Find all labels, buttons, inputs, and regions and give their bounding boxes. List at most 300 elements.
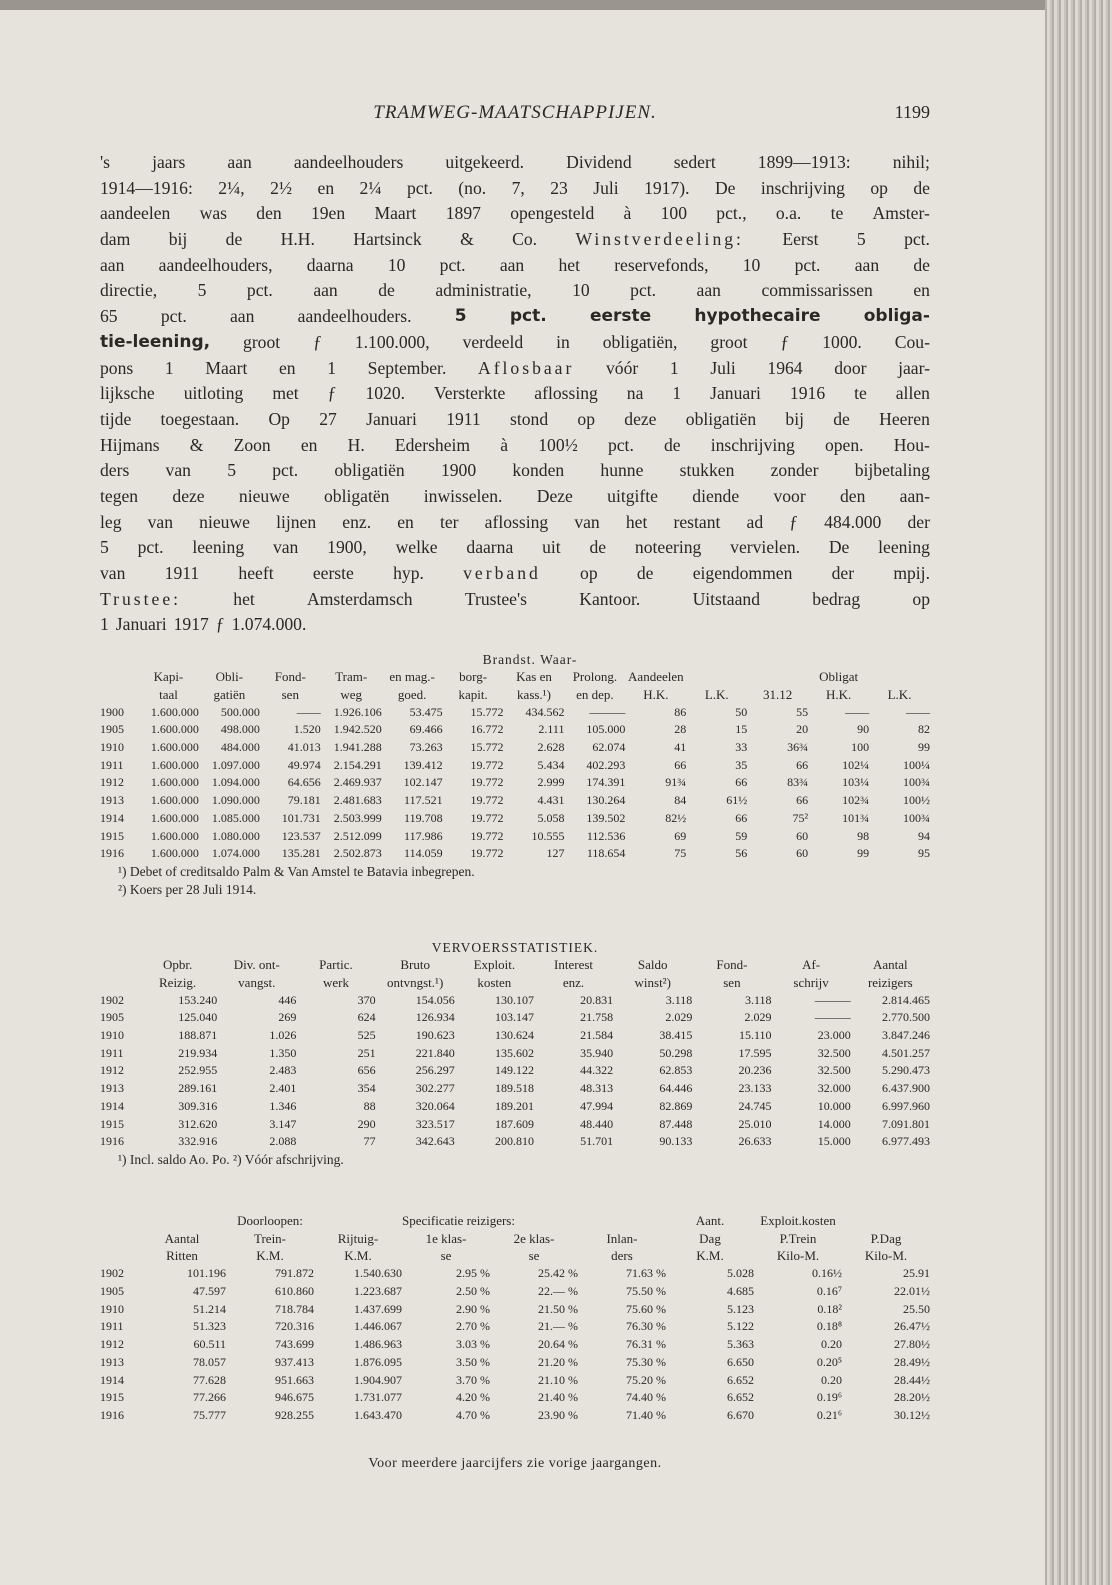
word: à: [500, 434, 509, 455]
year-cell: 1905: [100, 722, 124, 737]
word: eerste: [589, 306, 652, 327]
table-cell: 1.643.470: [354, 1407, 402, 1422]
table-cell: 102¼: [842, 757, 870, 772]
word: Dividend: [566, 152, 632, 172]
word: 65: [100, 306, 118, 327]
word: diende: [692, 485, 740, 506]
balance-notes: [100, 863, 930, 899]
table-cell: 149.122: [494, 1063, 534, 1078]
table-cell: 1.094.000: [211, 775, 260, 790]
table-cell: 332.916: [178, 1134, 218, 1149]
year-cell: 1902: [100, 1266, 124, 1281]
table-cell: Kapi-: [153, 668, 184, 684]
balance-table: [100, 668, 930, 863]
word: de: [913, 177, 930, 198]
word: 1917: [173, 614, 209, 635]
table-cell: 498.000: [220, 722, 260, 737]
table-cell: 6.652: [727, 1372, 754, 1387]
table-cell: 36¾: [787, 740, 809, 755]
word: deze: [624, 408, 657, 429]
word: inschrijving: [710, 434, 795, 455]
table-row: [100, 1371, 930, 1389]
table-cell: 1.600.000: [150, 704, 199, 719]
word: tijde: [100, 408, 132, 429]
table-cell: 2.111: [538, 722, 565, 737]
table-row: [100, 1062, 930, 1080]
table-cell: 221.840: [415, 1045, 455, 1060]
table-cell: 77.266: [193, 1390, 226, 1405]
table-row: [100, 1098, 930, 1116]
transport-title: VERVOERSSTATISTIEK.: [431, 940, 599, 955]
table-cell: 126.934: [415, 1010, 455, 1025]
word: 1: [100, 614, 109, 635]
table-cell: 354: [357, 1081, 376, 1096]
year-cell: 1915: [100, 1116, 124, 1131]
table-cell: 1.600.000: [150, 740, 199, 755]
word: eigendommen: [692, 563, 793, 583]
table-cell: Rijtuig-: [337, 1230, 379, 1246]
table-cell: 84: [674, 793, 687, 808]
header-row: [100, 974, 930, 992]
table-cell: ——: [845, 704, 870, 719]
table-cell: 6.652: [727, 1390, 754, 1405]
table-cell: 31.12: [763, 686, 793, 702]
word: bijbetaling: [854, 460, 930, 481]
word: 1.074.000.: [231, 614, 307, 635]
word: Trustee:: [100, 588, 182, 609]
word: Maart: [374, 203, 417, 224]
table-cell: Opbr.: [162, 956, 193, 972]
header-row: [100, 686, 930, 704]
table-cell: 402.293: [586, 757, 626, 772]
table-cell: 75.777: [193, 1407, 226, 1422]
table-cell: 1.926.106: [333, 704, 382, 719]
table-cell: 25.010: [738, 1116, 772, 1131]
table-cell: 91¾: [665, 775, 687, 790]
table-cell: 1.941.288: [333, 740, 382, 755]
table-cell: 38.415: [659, 1028, 693, 1043]
word: verdeeld: [462, 331, 524, 352]
word: 2¼,: [218, 177, 245, 198]
word: (no.: [458, 177, 487, 198]
table-cell: 17.595: [738, 1045, 772, 1060]
word: pct.: [794, 254, 821, 275]
table-cell: 103.147: [494, 1010, 534, 1025]
year-cell: 1916: [100, 846, 124, 861]
table-cell: 2.999: [537, 775, 565, 790]
word: Januari: [710, 383, 761, 404]
table-cell: [747, 668, 808, 686]
table-cell: 78.057: [193, 1354, 226, 1369]
year-cell: 1916: [100, 1134, 124, 1149]
word: Maart: [205, 357, 248, 378]
year-cell: 1911: [100, 1319, 124, 1334]
table-cell: 0.20: [821, 1372, 842, 1387]
word: nieuwe: [238, 485, 290, 506]
year-cell: 1915: [100, 828, 124, 843]
table-cell: Exploit.kosten: [760, 1212, 836, 1228]
table-row: [100, 1318, 930, 1336]
table-row: [100, 703, 930, 721]
word: ƒ: [789, 511, 799, 532]
table-cell: 21.758: [580, 1010, 614, 1025]
word: te: [830, 203, 844, 224]
table-cell: 290: [357, 1116, 376, 1131]
word: welke: [395, 537, 438, 558]
year-cell: [100, 686, 138, 704]
word: en: [913, 280, 930, 301]
table-cell: 4.431: [537, 793, 565, 808]
word: 2¼: [359, 177, 382, 198]
table-cell: 2.029: [665, 1010, 693, 1025]
table-cell: ———: [814, 1010, 851, 1025]
word: op: [912, 588, 930, 609]
word: aandeelhouders.: [297, 306, 412, 327]
word: de: [636, 563, 654, 583]
word: 1: [327, 357, 337, 378]
word: konden: [512, 460, 565, 481]
year-cell: 1900: [100, 704, 124, 719]
table-cell: 28: [674, 722, 687, 737]
table-cell: 23.133: [738, 1081, 772, 1096]
table-cell: 75.20 %: [626, 1372, 666, 1387]
word: pct.: [160, 306, 187, 327]
table-cell: 6.670: [727, 1407, 754, 1422]
table-cell: goed.: [397, 686, 427, 702]
word: het: [233, 588, 255, 609]
word: De: [828, 537, 850, 558]
word: Amsterdamsch: [307, 588, 413, 609]
table-cell: [842, 1212, 930, 1230]
table-cell: 19.772: [470, 793, 504, 808]
table-cell: 62.853: [659, 1063, 693, 1078]
year-cell: 1912: [100, 775, 124, 790]
word: aandeelen: [100, 203, 171, 224]
table-cell: 15: [735, 722, 748, 737]
table-cell: 14.000: [817, 1116, 851, 1131]
table-cell: 86: [674, 704, 687, 719]
table-cell: se: [528, 1248, 540, 1264]
word: obligatën: [324, 485, 390, 506]
table-cell: 25.50: [903, 1301, 930, 1316]
word: 10: [572, 280, 590, 301]
table-cell: Ritten: [166, 1248, 198, 1264]
table-cell: 102.147: [403, 775, 443, 790]
table-cell: 19.772: [470, 846, 504, 861]
table-cell: Kilo-M.: [864, 1248, 908, 1264]
word: der: [907, 511, 930, 532]
word: de: [833, 408, 850, 429]
word: 10: [742, 254, 761, 275]
year-cell: 1914: [100, 1098, 124, 1113]
word: hyp.: [393, 563, 424, 583]
word: aan: [854, 254, 880, 275]
table-cell: Div. ont-: [233, 956, 280, 972]
header-row: [100, 1247, 930, 1265]
table-cell: 2.70 %: [456, 1319, 490, 1334]
table-cell: Obli-: [215, 668, 244, 684]
word: jaars: [152, 152, 186, 172]
table-cell: taal: [159, 686, 178, 702]
word: de: [913, 254, 930, 275]
word: pct.: [246, 280, 273, 301]
word: 1020.: [365, 383, 406, 404]
table-cell: 100¾: [903, 810, 930, 825]
table-cell: 2.481.683: [333, 793, 382, 808]
table-cell: 49.974: [287, 757, 321, 772]
table-row: [100, 1009, 930, 1027]
transport-table: [100, 956, 930, 1151]
table-cell: 174.391: [586, 775, 626, 790]
word: &: [460, 229, 474, 250]
table-cell: 4.70 %: [456, 1407, 490, 1422]
text-line: [100, 356, 930, 382]
word: der: [831, 563, 855, 583]
table-cell: 130.624: [494, 1028, 534, 1043]
year-cell: [100, 668, 138, 686]
word: administratie,: [435, 280, 532, 301]
body-paragraph: [100, 150, 930, 638]
table-cell: 82.869: [659, 1098, 693, 1113]
word: 100: [660, 203, 688, 224]
table-cell: 5.122: [727, 1319, 754, 1334]
word: Winstverdeeling:: [575, 229, 744, 250]
text-line: [100, 433, 930, 459]
word: Co.: [512, 229, 538, 250]
word: enz.: [342, 511, 372, 532]
table-cell: 256.297: [415, 1063, 455, 1078]
table-cell: 99: [918, 740, 930, 755]
table-cell: 20.831: [580, 992, 614, 1007]
word: de: [589, 537, 607, 558]
word: pct.: [137, 537, 164, 558]
rides-table: [100, 1212, 930, 1424]
table-cell: 10.000: [817, 1098, 851, 1113]
table-cell: 90.133: [659, 1134, 693, 1149]
table-cell: 76.30 %: [626, 1319, 666, 1334]
word: lijksche: [100, 383, 155, 404]
table-cell: 90: [857, 722, 870, 737]
table-cell: 1.904.907: [354, 1372, 402, 1387]
word: was: [199, 203, 227, 224]
table-row: [100, 1265, 930, 1283]
table-cell: 189.518: [494, 1081, 534, 1096]
word: tie-leening,: [100, 331, 211, 352]
table-cell: 95: [918, 846, 930, 861]
word: verband: [463, 563, 541, 583]
table-row: [100, 1336, 930, 1354]
word: Hartsinck: [353, 229, 422, 250]
table-cell: 94: [918, 828, 930, 843]
word: Aflosbaar: [477, 357, 575, 378]
table-cell: 28.44½: [894, 1372, 930, 1387]
table-cell: 323.517: [415, 1116, 455, 1131]
table-cell: 10.555: [531, 828, 565, 843]
table-cell: 87.448: [659, 1116, 693, 1131]
word: van: [272, 537, 299, 558]
word: van: [165, 460, 191, 481]
table-cell: 1.223.687: [354, 1284, 402, 1299]
word: de: [664, 434, 681, 455]
table-cell: 79.181: [287, 793, 321, 808]
table-cell: Obligat: [819, 668, 859, 684]
table-cell: reizigers: [867, 974, 913, 990]
table-cell: 2.512.099: [333, 828, 382, 843]
table-cell: 1.540.630: [354, 1266, 402, 1281]
table-cell: 23.90 %: [538, 1407, 578, 1422]
word: van: [574, 511, 600, 532]
table-cell: 6.437.900: [882, 1081, 930, 1096]
table-cell: 189.201: [494, 1098, 534, 1113]
word: 1911: [164, 563, 200, 583]
table-cell: 77.628: [193, 1372, 226, 1387]
table-cell: 100¼: [903, 757, 930, 772]
table-cell: 2.90 %: [456, 1301, 490, 1316]
word: daarna: [306, 254, 354, 275]
table-cell: kosten: [477, 974, 512, 990]
table-cell: 44.322: [580, 1063, 614, 1078]
table-cell: 130.107: [494, 992, 534, 1007]
table-row: [100, 1283, 930, 1301]
header-row: [100, 1230, 930, 1248]
table-cell: 1.600.000: [150, 810, 199, 825]
table-cell: 6.977.493: [882, 1134, 930, 1149]
table-cell: 2.770.500: [882, 1010, 930, 1025]
table-cell: 75.30 %: [626, 1354, 666, 1369]
table-cell: 60: [796, 828, 809, 843]
year-cell: 1902: [100, 992, 124, 1007]
word: 23: [550, 177, 568, 198]
table-cell: 28.20½: [894, 1390, 930, 1405]
table-cell: Tram-: [335, 668, 368, 684]
table-cell: 19.772: [470, 775, 504, 790]
table-cell: 139.502: [586, 810, 626, 825]
word: commissarissen: [761, 280, 873, 301]
table-cell: 1.350: [269, 1045, 297, 1060]
table-cell: 21.50 %: [538, 1301, 578, 1316]
table-cell: 3.118: [665, 992, 693, 1007]
word: 27: [319, 408, 337, 429]
table-cell: 187.609: [494, 1116, 534, 1131]
word: 7,: [511, 177, 525, 198]
table-cell: 25.91: [903, 1266, 930, 1281]
word: ƒ: [215, 614, 225, 635]
word: en: [278, 357, 296, 378]
table-cell: 101¾: [842, 810, 870, 825]
word: 484.000: [824, 511, 882, 532]
word: 5: [100, 537, 109, 558]
word: aflossing: [484, 511, 549, 532]
table-cell: 720.316: [275, 1319, 314, 1334]
year-cell: 1911: [100, 757, 124, 772]
word: door: [834, 357, 867, 378]
table-cell: 75.50 %: [626, 1284, 666, 1299]
table-cell: 71.63 %: [626, 1266, 666, 1281]
table-cell: 1.600.000: [150, 722, 199, 737]
table-cell: 77: [363, 1134, 376, 1149]
word: stukken: [679, 460, 735, 481]
year-cell: 1910: [100, 1028, 124, 1043]
table-cell: 59: [735, 828, 748, 843]
word: ƒ: [780, 331, 790, 352]
word: 's: [100, 152, 111, 172]
table-cell: L.K.: [704, 686, 729, 702]
table-cell: 446: [278, 992, 297, 1007]
text-line: [100, 510, 930, 536]
table-cell: 610.860: [275, 1284, 314, 1299]
table-cell: 791.872: [275, 1266, 314, 1281]
table-cell: 2.483: [269, 1063, 297, 1078]
table-cell: 6.997.960: [882, 1098, 930, 1113]
word: aandeelhouders,: [158, 254, 273, 275]
table-cell: 1.097.000: [211, 757, 260, 772]
word: De: [714, 177, 736, 198]
word: aan: [313, 280, 338, 301]
table-cell: Exploit.: [473, 956, 516, 972]
balance-table-block: [100, 652, 930, 899]
table-cell: H.K.: [643, 686, 669, 702]
footnote: ²) Koers per 28 Juli 1914.: [118, 881, 257, 897]
word: obligatiën,: [602, 331, 678, 352]
word: 1917).: [644, 177, 690, 198]
word: pct.: [406, 177, 433, 198]
word: 1: [164, 357, 174, 378]
word: ƒ: [313, 331, 322, 352]
table-cell: Kilo-M.: [776, 1248, 820, 1264]
word: op: [580, 563, 598, 583]
table-cell: 61½: [726, 793, 748, 808]
table-cell: 83¾: [787, 775, 809, 790]
table-cell: 102¾: [842, 793, 870, 808]
word: met: [272, 383, 299, 404]
text-line: [100, 484, 930, 510]
table-cell: 7.091.801: [882, 1116, 930, 1131]
word: tegen: [100, 485, 139, 506]
table-cell: 103¼: [842, 775, 870, 790]
text-line: [100, 458, 930, 484]
table-cell: Aantal: [164, 1230, 200, 1246]
word: 1000.: [822, 331, 862, 352]
table-cell: [869, 668, 930, 686]
table-row: [100, 1354, 930, 1372]
word: uitgekeerd.: [445, 152, 525, 172]
table-cell: 30.12½: [894, 1407, 930, 1422]
table-cell: 946.675: [275, 1390, 314, 1405]
table-cell: 0.20: [821, 1337, 842, 1352]
word: restant: [673, 511, 721, 532]
word: Op: [268, 408, 290, 429]
table-cell: Inlan-: [606, 1230, 638, 1246]
table-cell: 200.810: [494, 1134, 534, 1149]
word: nihil;: [892, 152, 930, 172]
word: en: [397, 511, 414, 532]
table-cell: 100½: [903, 793, 930, 808]
table-cell: 66: [796, 757, 809, 772]
table-cell: 320.064: [415, 1098, 455, 1113]
table-cell: 88: [363, 1098, 376, 1113]
year-cell: 1914: [100, 810, 124, 825]
word: Hou-: [893, 434, 930, 455]
table-cell: 51.323: [193, 1319, 226, 1334]
table-cell: Fond-: [274, 668, 306, 684]
word: H.H.: [280, 229, 315, 250]
table-cell: 26.633: [738, 1134, 772, 1149]
text-line: [100, 150, 930, 176]
word: obliga-: [863, 306, 930, 327]
table-cell: sen: [723, 974, 741, 990]
word: Juli: [710, 357, 736, 378]
table-cell: 370: [357, 992, 376, 1007]
